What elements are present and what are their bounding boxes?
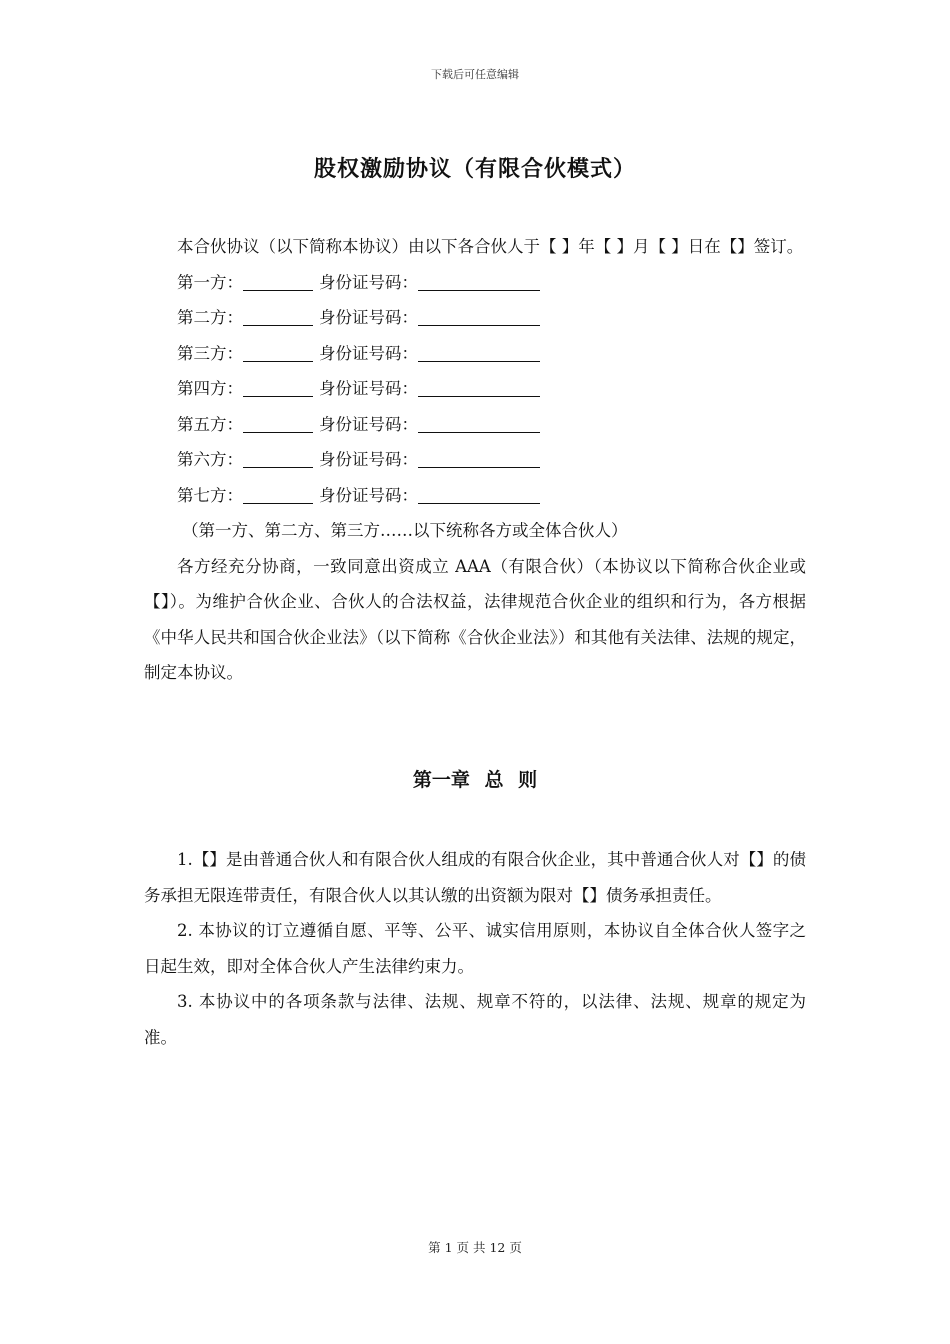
party-label: 第五方： (177, 414, 243, 434)
party-label: 第二方： (177, 308, 243, 327)
party-line (144, 442, 806, 478)
id-number-blank[interactable] (418, 376, 540, 397)
party-name-blank[interactable] (243, 412, 313, 433)
clause-2: 2. 本协议的订立遵循自愿、平等、公平、诚实信用原则，本协议自全体合伙人签字之日起生效，即对全体合伙人产生法律约束力。 (144, 921, 806, 976)
chapter-title: 第一章 总 则 (412, 769, 538, 791)
party-line (144, 265, 806, 301)
id-number-blank[interactable] (418, 270, 540, 291)
party-line (144, 478, 806, 514)
party-name-blank[interactable] (243, 341, 313, 362)
id-label: 身份证号码： (319, 343, 418, 363)
party-label: 第三方： (177, 343, 243, 363)
document-title: 股权激励协议（有限合伙模式） (313, 157, 636, 182)
party-name-blank[interactable] (243, 305, 313, 326)
id-label: 身份证号码： (319, 308, 418, 327)
clause-3: 3. 本协议中的各项条款与法律、法规、规章不符的，以法律、法规、规章的规定为准。 (144, 992, 806, 1047)
chapter-clauses (144, 842, 806, 1055)
parties-list (144, 265, 806, 514)
parties-note: （第一方、第二方、第三方……以下统称各方或全体合伙人） (181, 521, 628, 540)
party-name-blank[interactable] (243, 483, 313, 504)
party-label: 第四方： (177, 379, 243, 398)
clause-1: 1.【】是由普通合伙人和有限合伙人组成的有限合伙企业，其中普通合伙人对【】的债务承担无限连带责任，有限合伙人以其认缴的出资额为限对【】债务承担责任。 (144, 850, 806, 905)
header-note: 下载后可任意编辑 (431, 68, 519, 81)
party-line (144, 407, 806, 443)
id-number-blank[interactable] (418, 305, 540, 326)
id-label: 身份证号码： (319, 379, 418, 398)
party-line (144, 336, 806, 372)
purpose-paragraph: 各方经充分协商，一致同意出资成立 AAA（有限合伙）（本协议以下简称合伙企业或【】）。为维护合伙企业、合伙人的合法权益，法律规范合伙企业的组织和行为，各方根据《中华人民共和国合伙企业法》（以下简称《合伙企业法》）和其他有关法律、法规的规定，制定本协议。 (144, 556, 806, 682)
party-label: 第一方： (177, 272, 243, 292)
page-footer: 第 1 页 共 12 页 (428, 1240, 522, 1255)
party-name-blank[interactable] (243, 270, 313, 291)
intro-paragraph: 本合伙协议（以下简称本协议）由以下各合伙人于【 】年【 】月【 】日在【】签订。 (177, 237, 804, 256)
id-number-blank[interactable] (418, 483, 540, 504)
id-label: 身份证号码： (319, 450, 418, 469)
party-label: 第六方： (177, 450, 243, 469)
party-name-blank[interactable] (243, 447, 313, 468)
id-number-blank[interactable] (418, 341, 540, 362)
id-label: 身份证号码： (319, 414, 418, 434)
id-number-blank[interactable] (418, 412, 540, 433)
id-label: 身份证号码： (319, 272, 418, 292)
party-line (144, 300, 806, 336)
party-name-blank[interactable] (243, 376, 313, 397)
intro-section (144, 229, 806, 691)
party-label: 第七方： (177, 485, 243, 505)
party-line (144, 371, 806, 407)
id-label: 身份证号码： (319, 485, 418, 505)
id-number-blank[interactable] (418, 447, 540, 468)
